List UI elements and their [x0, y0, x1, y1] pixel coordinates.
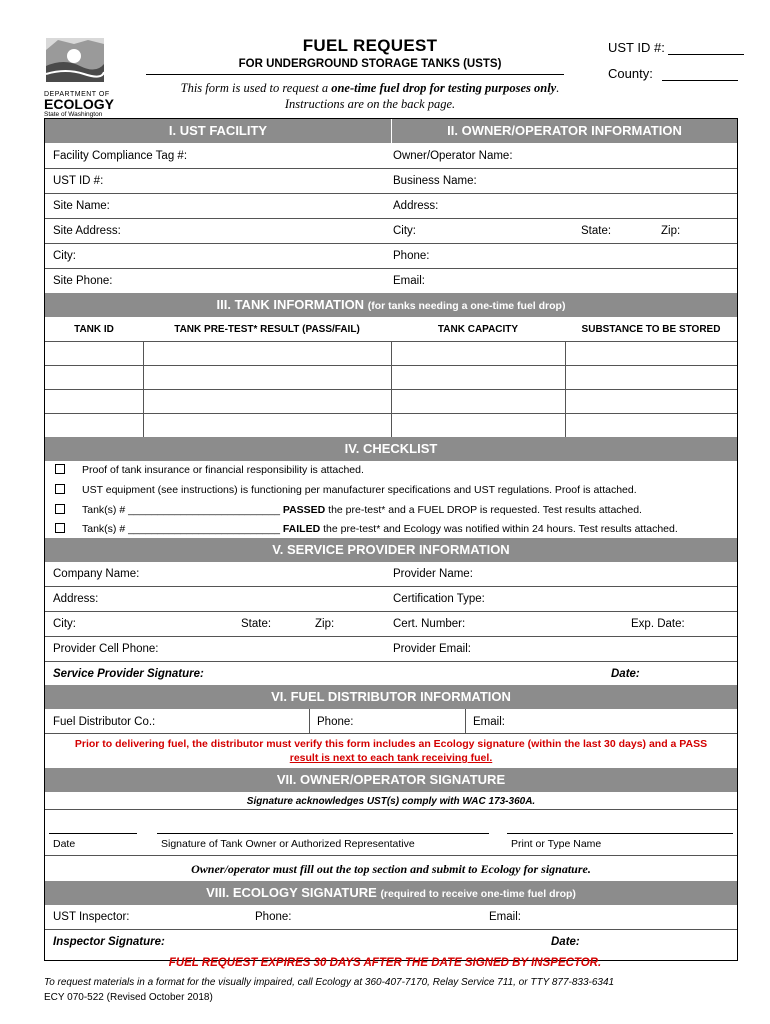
- owner-print-line[interactable]: [507, 833, 733, 834]
- section4-header: IV. CHECKLIST: [45, 437, 737, 461]
- field-rule: [45, 168, 737, 169]
- form-title: FUEL REQUEST: [302, 36, 438, 55]
- inspector-field[interactable]: UST Inspector:: [53, 911, 130, 923]
- distributor-rule: [45, 733, 737, 734]
- company-name-field[interactable]: Company Name:: [53, 568, 140, 580]
- owner-date-line[interactable]: [49, 833, 137, 834]
- header-county-field[interactable]: [662, 68, 738, 81]
- facility-tag-field[interactable]: Facility Compliance Tag #:: [53, 150, 188, 162]
- tank-table-col-rule: [391, 341, 392, 437]
- site-name-field[interactable]: Site Name:: [53, 200, 110, 212]
- provider-city-field[interactable]: City:: [53, 618, 76, 630]
- checklist-item-failed: Tank(s) # __________________________ FAILED the pre-test* and Ecology was notified within 24 hours. Test results attached.: [82, 523, 678, 535]
- col-substance: SUBSTANCE TO BE STORED: [581, 324, 721, 335]
- header-county: County:: [608, 66, 738, 81]
- section2-header: II. OWNER/OPERATOR INFORMATION: [391, 119, 737, 143]
- expiration-notice: FUEL REQUEST EXPIRES 30 DAYS AFTER THE DATE SIGNED BY INSPECTOR.: [168, 957, 602, 969]
- field-rule: [45, 243, 737, 244]
- form-frame: [44, 118, 738, 961]
- ecology-logo: [44, 36, 124, 118]
- inspector-signature-field[interactable]: Inspector Signature:: [53, 936, 165, 948]
- owner-phone-field[interactable]: Phone:: [393, 250, 430, 262]
- field-rule: [45, 586, 737, 587]
- facility-ust-id-field[interactable]: UST ID #:: [53, 175, 104, 187]
- provider-email-field[interactable]: Provider Email:: [393, 643, 471, 655]
- distributor-col-rule: [309, 709, 310, 733]
- distributor-email-field[interactable]: Email:: [473, 716, 505, 728]
- section1-header: I. UST FACILITY: [45, 119, 391, 143]
- col-pretest-result: TANK PRE-TEST* RESULT (PASS/FAIL): [174, 324, 360, 335]
- cert-type-field[interactable]: Certification Type:: [393, 593, 485, 605]
- checkbox-insurance[interactable]: [55, 464, 65, 474]
- field-rule: [45, 218, 737, 219]
- checkbox-failed[interactable]: [55, 523, 65, 533]
- agency-line1: DEPARTMENT OF: [44, 91, 110, 98]
- header-ust-id-field[interactable]: [668, 42, 744, 55]
- section7-header: VII. OWNER/OPERATOR SIGNATURE: [45, 768, 737, 792]
- owner-state-field[interactable]: State:: [581, 225, 612, 237]
- section3-header: III. TANK INFORMATION (for tanks needing a one-time fuel drop): [45, 293, 737, 317]
- cert-number-field[interactable]: Cert. Number:: [393, 618, 466, 630]
- owner-ack-text: Signature acknowledges UST(s) comply with WAC 173-360A.: [246, 796, 536, 807]
- exp-date-field[interactable]: Exp. Date:: [631, 618, 685, 630]
- field-rule: [45, 929, 737, 930]
- form-number: ECY 070-522 (Revised October 2018): [44, 992, 213, 1003]
- instructions-note: Instructions are on the back page.: [284, 97, 456, 111]
- field-rule: [45, 268, 737, 269]
- business-name-field[interactable]: Business Name:: [393, 175, 477, 187]
- inspector-date-field[interactable]: Date:: [551, 936, 580, 948]
- owner-date-label: Date: [53, 838, 76, 850]
- checklist-item-insurance: Proof of tank insurance or financial responsibility is attached.: [82, 464, 364, 476]
- owner-signature-label: Signature of Tank Owner or Authorized Representative: [161, 838, 415, 850]
- site-city-field[interactable]: City:: [53, 250, 76, 262]
- section8-header: VIII. ECOLOGY SIGNATURE (required to receive one-time fuel drop): [45, 881, 737, 905]
- section6-header: VI. FUEL DISTRIBUTOR INFORMATION: [45, 685, 737, 709]
- distributor-col-rule: [465, 709, 466, 733]
- provider-state-field[interactable]: State:: [241, 618, 272, 630]
- owner-email-field[interactable]: Email:: [393, 275, 425, 287]
- provider-name-field[interactable]: Provider Name:: [393, 568, 473, 580]
- field-rule: [45, 193, 737, 194]
- agency-line2: ECOLOGY: [44, 96, 115, 112]
- tank-table-col-rule: [565, 341, 566, 437]
- distributor-co-field[interactable]: Fuel Distributor Co.:: [53, 716, 156, 728]
- owner-address-field[interactable]: Address:: [393, 200, 439, 212]
- header-ust-id: UST ID #:: [608, 40, 744, 55]
- provider-signature-field[interactable]: Service Provider Signature:: [53, 668, 204, 680]
- inspector-phone-field[interactable]: Phone:: [255, 911, 292, 923]
- field-rule: [45, 636, 737, 637]
- owner-city-field[interactable]: City:: [393, 225, 416, 237]
- section7-bottom-rule: [45, 855, 737, 856]
- checkbox-passed[interactable]: [55, 504, 65, 514]
- checklist-item-passed: Tank(s) # __________________________ PASSED the pre-test* and a FUEL DROP is requested. Test results attached.: [82, 504, 642, 516]
- provider-address-field[interactable]: Address:: [53, 593, 99, 605]
- provider-date-field[interactable]: Date:: [611, 668, 640, 680]
- checklist-item-equipment: UST equipment (see instructions) is functioning per manufacturer specifications and UST regulations. Proof is attached.: [82, 484, 637, 496]
- owner-print-label: Print or Type Name: [511, 838, 602, 850]
- checkbox-equipment[interactable]: [55, 484, 65, 494]
- accessibility-note: To request materials in a format for the visually impaired, call Ecology at 360-407-7170, Relay Service 711, or TTY 877-833-6341: [44, 977, 615, 988]
- site-address-field[interactable]: Site Address:: [53, 225, 121, 237]
- provider-cell-field[interactable]: Provider Cell Phone:: [53, 643, 159, 655]
- field-rule: [45, 611, 737, 612]
- agency-line3: State of Washington: [44, 111, 103, 118]
- title-rule: [146, 74, 564, 75]
- section5-header: V. SERVICE PROVIDER INFORMATION: [45, 538, 737, 562]
- intro-text: This form is used to request a one-time fuel drop for testing purposes only.: [180, 81, 560, 95]
- distributor-warning: Prior to delivering fuel, the distributor must verify this form includes an Ecology signature (within the last 30 days) and a PASS result is next to each tank receiving fuel.: [74, 738, 708, 764]
- distributor-phone-field[interactable]: Phone:: [317, 716, 354, 728]
- washington-state-icon: [44, 36, 124, 86]
- owner-name-field[interactable]: Owner/Operator Name:: [393, 150, 513, 162]
- site-phone-field[interactable]: Site Phone:: [53, 275, 113, 287]
- col-tank-capacity: TANK CAPACITY: [437, 324, 519, 335]
- ack-rule: [45, 809, 737, 810]
- provider-zip-field[interactable]: Zip:: [315, 618, 335, 630]
- owner-submit-note: Owner/operator must fill out the top section and submit to Ecology for signature.: [191, 862, 591, 876]
- owner-zip-field[interactable]: Zip:: [661, 225, 681, 237]
- form-subtitle: FOR UNDERGROUND STORAGE TANKS (USTS): [238, 58, 502, 70]
- field-rule: [45, 661, 737, 662]
- inspector-email-field[interactable]: Email:: [489, 911, 521, 923]
- tank-table-col-rule: [143, 341, 144, 437]
- owner-signature-line[interactable]: [157, 833, 489, 834]
- col-tank-id: TANK ID: [74, 324, 114, 335]
